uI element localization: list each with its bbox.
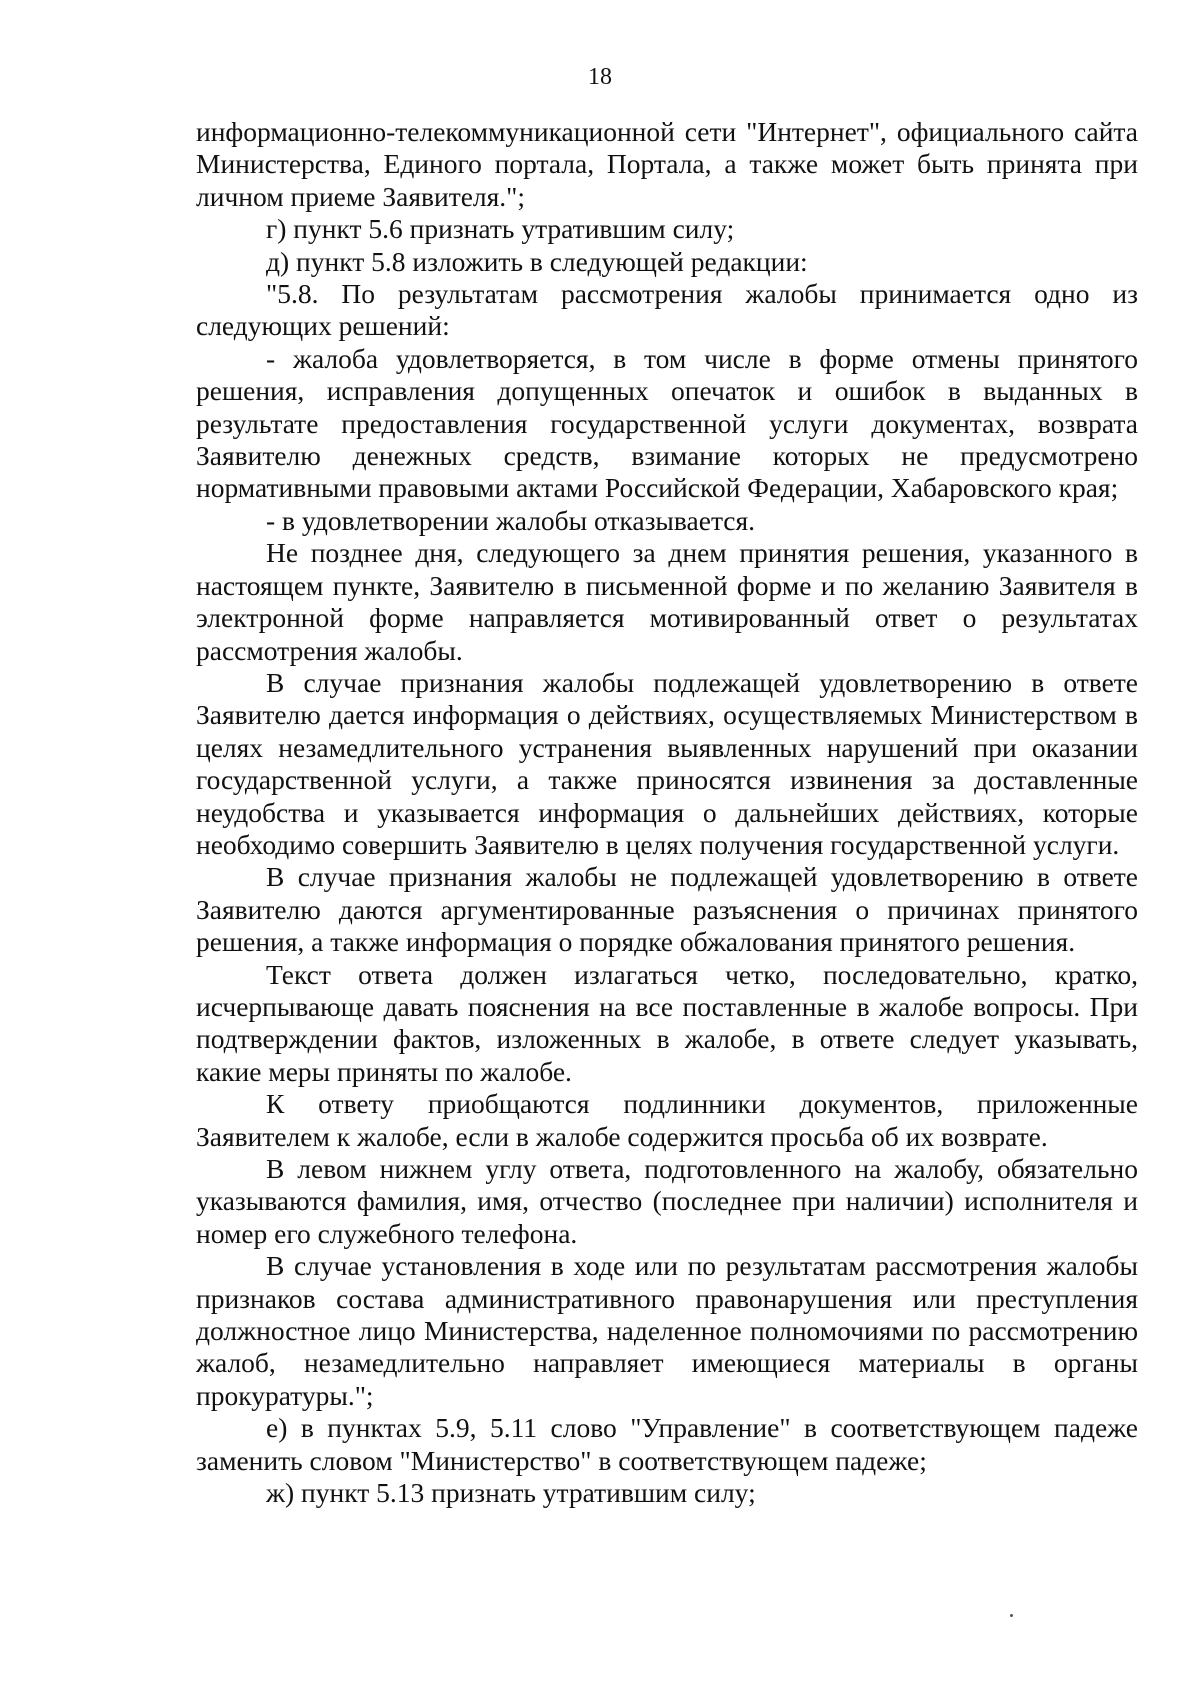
scan-artifact [1010, 1614, 1013, 1617]
paragraph-item-e: е) в пунктах 5.9, 5.11 слово "Управление" в соответствующем падеже заменить словом "Министерство" в соответствующем падеже; [196, 1412, 1138, 1476]
paragraph-attachments: К ответу приобщаются подлинники документов, приложенные Заявителем к жалобе, если в жалобе содержится просьба об их возврате. [196, 1088, 1138, 1152]
paragraph-decision-satisfied: - жалоба удовлетворяется, в том числе в форме отмены принятого решения, исправления допущенных опечаток и ошибок в выданных в результате предоставления государственной услуги документах, возврата Заявителю денежных средств, взимание которых не предусмотрено нормативными правовыми актами Российской Федерации, Хабаровского края; [196, 342, 1138, 504]
paragraph-refused-info: В случае признания жалобы не подлежащей удовлетворению в ответе Заявителю даются аргументированные разъяснения о причинах принятого решения, а также информация о порядке обжалования принятого решения. [196, 861, 1138, 958]
paragraph-decision-refused: - в удовлетворении жалобы отказывается. [266, 504, 756, 536]
paragraph-executor-info: В левом нижнем углу ответа, подготовленного на жалобу, обязательно указываются фамилия, имя, отчество (последнее при наличии) исполнителя и номер его служебного телефона. [196, 1153, 1138, 1249]
paragraph-item-d: д) пункт 5.8 изложить в следующей редакции: [266, 245, 808, 277]
paragraph-response-text: Текст ответа должен излагаться четко, последовательно, кратко, исчерпывающе давать пояснения на все поставленные в жалобе вопросы. При подтверждении фактов, изложенных в жалобе, в ответе следует указывать, какие меры приняты по жалобе. [196, 958, 1138, 1087]
page-number: 18 [588, 64, 612, 90]
paragraph-continuation: информационно-телекоммуникационной сети "Интернет", официального сайта Министерства, Единого портала, Портала, а также может быть принята при личном приеме Заявителя."; [196, 116, 1138, 212]
paragraph-5-8: "5.8. По результатам рассмотрения жалобы принимается одно из следующих решений: [196, 278, 1138, 342]
paragraph-satisfied-info: В случае признания жалобы подлежащей удовлетворению в ответе Заявителю дается информация о действиях, осуществляемых Министерством в целях незамедлительного устранения выявленных нарушений при оказании государственной услуги, а также приносятся извинения за доставленные неудобства и указывается информация о дальнейших действиях, которые необходимо совершить Заявителю в целях получения государственной услуги. [196, 666, 1138, 860]
paragraph-prosecution: В случае установления в ходе или по результатам рассмотрения жалобы признаков состава административного правонарушения или преступления должностное лицо Министерства, наделенное полномочиями по рассмотрению жалоб, незамедлительно направляет имеющиеся материалы в органы прокуратуры."; [196, 1250, 1138, 1411]
paragraph-response-deadline: Не позднее дня, следующего за днем принятия решения, указанного в настоящем пункте, Заявителю в письменной форме и по желанию Заявителя в электронной форме направляется мотивированный ответ о результатах рассмотрения жалобы. [196, 537, 1138, 666]
paragraph-item-zh: ж) пункт 5.13 признать утратившим силу; [266, 1477, 756, 1509]
paragraph-item-g: г) пункт 5.6 признать утратившим силу; [266, 213, 735, 245]
document-body [196, 116, 1138, 1509]
